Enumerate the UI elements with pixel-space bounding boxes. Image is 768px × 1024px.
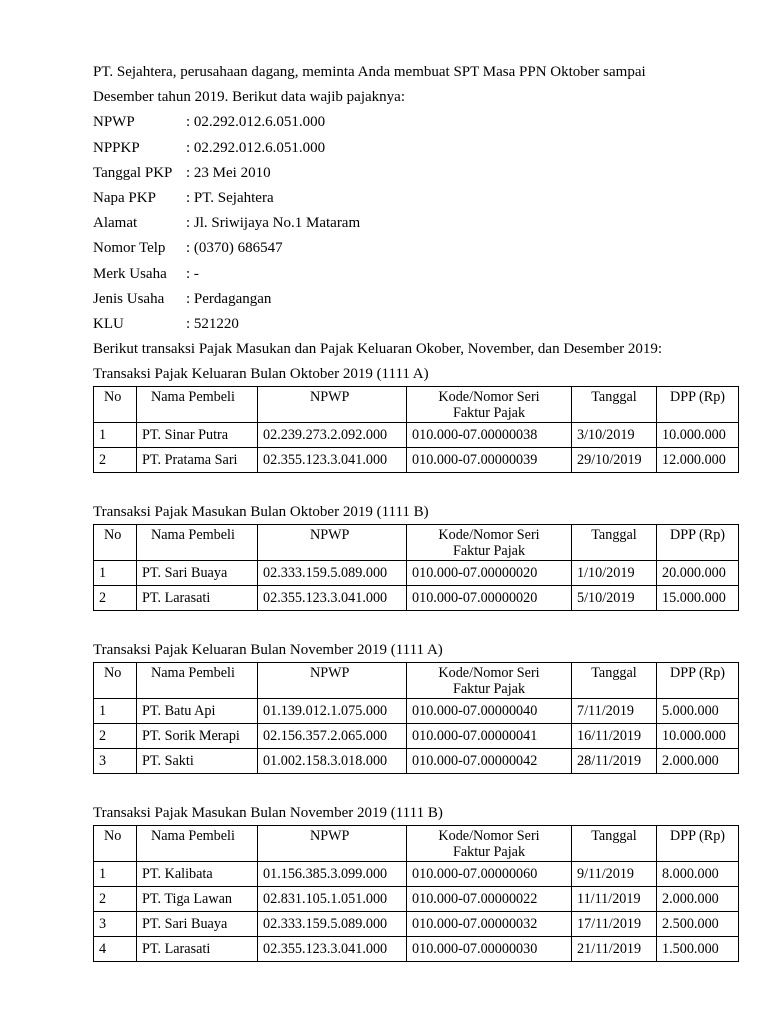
cell-kode: 010.000-07.00000020 <box>407 586 572 611</box>
cell-nama: PT. Sakti <box>137 749 258 774</box>
header-kode-line-2: Faktur Pajak <box>452 681 526 698</box>
cell-dpp: 15.000.000 <box>657 586 739 611</box>
table-caption: Transaksi Pajak Keluaran Bulan Oktober 2019 (1111 A) <box>93 366 429 383</box>
cell-npwp: 02.355.123.3.041.000 <box>258 937 407 962</box>
field-label: Alamat <box>93 215 138 232</box>
field-label: KLU <box>93 315 124 332</box>
cell-dpp: 8.000.000 <box>657 862 739 887</box>
cell-no: 2 <box>94 586 137 611</box>
table-header-row <box>94 525 739 561</box>
cell-tanggal: 11/11/2019 <box>572 887 657 912</box>
intro-line-1: PT. Sejahtera, perusahaan dagang, meminta Anda membuat SPT Masa PPN Oktober sampai <box>93 64 646 80</box>
header-no: No <box>94 525 137 561</box>
cell-kode: 010.000-07.00000030 <box>407 937 572 962</box>
table-row <box>94 937 739 962</box>
table-row <box>94 561 739 586</box>
cell-dpp: 1.500.000 <box>657 937 739 962</box>
table-row <box>94 448 739 473</box>
cell-no: 3 <box>94 749 137 774</box>
field-value: : 02.292.012.6.051.000 <box>186 139 326 156</box>
cell-nama: PT. Pratama Sari <box>137 448 258 473</box>
cell-dpp: 2.500.000 <box>657 912 739 937</box>
cell-kode: 010.000-07.00000041 <box>407 724 572 749</box>
cell-nama: PT. Sari Buaya <box>137 561 258 586</box>
cell-kode: 010.000-07.00000060 <box>407 862 572 887</box>
table-row <box>94 887 739 912</box>
transactions-intro: Berikut transaksi Pajak Masukan dan Pajak Keluaran Okober, November, dan Desember 2019: <box>93 341 663 358</box>
cell-npwp: 02.831.105.1.051.000 <box>258 887 407 912</box>
cell-tanggal: 29/10/2019 <box>572 448 657 473</box>
field-nomor-telp <box>93 236 743 261</box>
header-tanggal: Tanggal <box>572 525 657 561</box>
cell-kode: 010.000-07.00000038 <box>407 423 572 448</box>
cell-nama: PT. Larasati <box>137 586 258 611</box>
header-dpp: DPP (Rp) <box>657 663 739 699</box>
transaction-table <box>93 386 739 473</box>
header-npwp: NPWP <box>258 663 407 699</box>
header-dpp: DPP (Rp) <box>657 387 739 423</box>
cell-nama: PT. Kalibata <box>137 862 258 887</box>
cell-no: 1 <box>94 561 137 586</box>
table-row <box>94 724 739 749</box>
cell-dpp: 10.000.000 <box>657 423 739 448</box>
cell-no: 1 <box>94 699 137 724</box>
table-row <box>94 699 739 724</box>
field-jenis-usaha <box>93 287 743 312</box>
header-tanggal: Tanggal <box>572 387 657 423</box>
table-row <box>94 862 739 887</box>
cell-npwp: 01.139.012.1.075.000 <box>258 699 407 724</box>
intro-line-2: Desember tahun 2019. Berikut data wajib pajaknya: <box>93 89 405 106</box>
header-tanggal: Tanggal <box>572 826 657 862</box>
cell-no: 2 <box>94 448 137 473</box>
field-tanggal-pkp <box>93 161 743 186</box>
header-kode <box>407 525 572 561</box>
cell-kode: 010.000-07.00000020 <box>407 561 572 586</box>
header-kode-line-1: Kode/Nomor Seri <box>438 527 540 544</box>
table-header-row <box>94 663 739 699</box>
field-label: Merk Usaha <box>93 265 167 282</box>
header-no: No <box>94 663 137 699</box>
cell-no: 4 <box>94 937 137 962</box>
cell-tanggal: 28/11/2019 <box>572 749 657 774</box>
header-tanggal: Tanggal <box>572 663 657 699</box>
table-row <box>94 423 739 448</box>
header-npwp: NPWP <box>258 387 407 423</box>
field-label: Jenis Usaha <box>93 290 165 307</box>
header-kode <box>407 387 572 423</box>
header-kode-line-2: Faktur Pajak <box>452 405 526 422</box>
cell-tanggal: 17/11/2019 <box>572 912 657 937</box>
header-kode-line-1: Kode/Nomor Seri <box>438 828 540 845</box>
cell-dpp: 2.000.000 <box>657 749 739 774</box>
cell-no: 3 <box>94 912 137 937</box>
cell-kode: 010.000-07.00000039 <box>407 448 572 473</box>
field-npwp <box>93 110 743 135</box>
header-nama-pembeli: Nama Pembeli <box>137 826 258 862</box>
header-kode-line-1: Kode/Nomor Seri <box>438 665 540 682</box>
table-row <box>94 586 739 611</box>
transaction-table <box>93 662 739 774</box>
cell-kode: 010.000-07.00000040 <box>407 699 572 724</box>
cell-dpp: 12.000.000 <box>657 448 739 473</box>
header-nama-pembeli: Nama Pembeli <box>137 525 258 561</box>
header-npwp: NPWP <box>258 525 407 561</box>
cell-kode: 010.000-07.00000022 <box>407 887 572 912</box>
header-nama-pembeli: Nama Pembeli <box>137 387 258 423</box>
table-row <box>94 912 739 937</box>
header-kode <box>407 826 572 862</box>
cell-tanggal: 21/11/2019 <box>572 937 657 962</box>
cell-nama: PT. Batu Api <box>137 699 258 724</box>
cell-npwp: 02.333.159.5.089.000 <box>258 912 407 937</box>
table-header-row <box>94 387 739 423</box>
field-value: : Jl. Sriwijaya No.1 Mataram <box>186 215 361 232</box>
field-label: Tanggal PKP <box>93 164 173 181</box>
field-value: : PT. Sejahtera <box>186 189 274 206</box>
field-value: : 521220 <box>186 315 239 332</box>
field-value: : Perdagangan <box>186 290 272 307</box>
cell-no: 2 <box>94 724 137 749</box>
header-kode-line-2: Faktur Pajak <box>452 844 526 861</box>
cell-tanggal: 9/11/2019 <box>572 862 657 887</box>
header-kode-line-1: Kode/Nomor Seri <box>438 389 540 406</box>
header-dpp: DPP (Rp) <box>657 525 739 561</box>
field-value: : (0370) 686547 <box>186 240 283 257</box>
header-npwp: NPWP <box>258 826 407 862</box>
field-nama-pkp <box>93 186 743 211</box>
header-dpp: DPP (Rp) <box>657 826 739 862</box>
field-label: Nomor Telp <box>93 240 166 257</box>
cell-nama: PT. Sorik Merapi <box>137 724 258 749</box>
cell-tanggal: 1/10/2019 <box>572 561 657 586</box>
field-label: NPWP <box>93 114 135 131</box>
transaction-table <box>93 524 739 611</box>
header-kode <box>407 663 572 699</box>
field-alamat <box>93 211 743 236</box>
table-row <box>94 749 739 774</box>
cell-nama: PT. Sinar Putra <box>137 423 258 448</box>
cell-tanggal: 3/10/2019 <box>572 423 657 448</box>
cell-no: 1 <box>94 862 137 887</box>
field-label: Napa PKP <box>93 189 156 206</box>
field-merk-usaha <box>93 262 743 287</box>
cell-npwp: 02.333.159.5.089.000 <box>258 561 407 586</box>
cell-npwp: 01.002.158.3.018.000 <box>258 749 407 774</box>
cell-nama: PT. Larasati <box>137 937 258 962</box>
cell-nama: PT. Tiga Lawan <box>137 887 258 912</box>
field-label: NPPKP <box>93 139 140 156</box>
cell-tanggal: 7/11/2019 <box>572 699 657 724</box>
cell-dpp: 10.000.000 <box>657 724 739 749</box>
cell-npwp: 02.355.123.3.041.000 <box>258 586 407 611</box>
cell-npwp: 02.239.273.2.092.000 <box>258 423 407 448</box>
cell-npwp: 01.156.385.3.099.000 <box>258 862 407 887</box>
table-caption: Transaksi Pajak Masukan Bulan Oktober 2019 (1111 B) <box>93 504 429 521</box>
cell-no: 1 <box>94 423 137 448</box>
cell-npwp: 02.355.123.3.041.000 <box>258 448 407 473</box>
field-value: : 23 Mei 2010 <box>186 164 271 181</box>
cell-kode: 010.000-07.00000032 <box>407 912 572 937</box>
table-caption: Transaksi Pajak Keluaran Bulan November 2019 (1111 A) <box>93 642 443 659</box>
field-klu <box>93 312 743 337</box>
document-page <box>93 60 743 962</box>
table-header-row <box>94 826 739 862</box>
header-kode-line-2: Faktur Pajak <box>452 543 526 560</box>
cell-dpp: 5.000.000 <box>657 699 739 724</box>
cell-tanggal: 5/10/2019 <box>572 586 657 611</box>
cell-dpp: 20.000.000 <box>657 561 739 586</box>
cell-npwp: 02.156.357.2.065.000 <box>258 724 407 749</box>
cell-kode: 010.000-07.00000042 <box>407 749 572 774</box>
header-no: No <box>94 387 137 423</box>
field-nppkp <box>93 136 743 161</box>
table-caption: Transaksi Pajak Masukan Bulan November 2019 (1111 B) <box>93 805 443 822</box>
cell-no: 2 <box>94 887 137 912</box>
cell-tanggal: 16/11/2019 <box>572 724 657 749</box>
taxpayer-fields <box>93 110 743 337</box>
header-nama-pembeli: Nama Pembeli <box>137 663 258 699</box>
header-no: No <box>94 826 137 862</box>
field-value: : 02.292.012.6.051.000 <box>186 114 326 131</box>
field-value: : - <box>186 265 199 282</box>
transaction-table <box>93 825 739 962</box>
cell-dpp: 2.000.000 <box>657 887 739 912</box>
cell-nama: PT. Sari Buaya <box>137 912 258 937</box>
